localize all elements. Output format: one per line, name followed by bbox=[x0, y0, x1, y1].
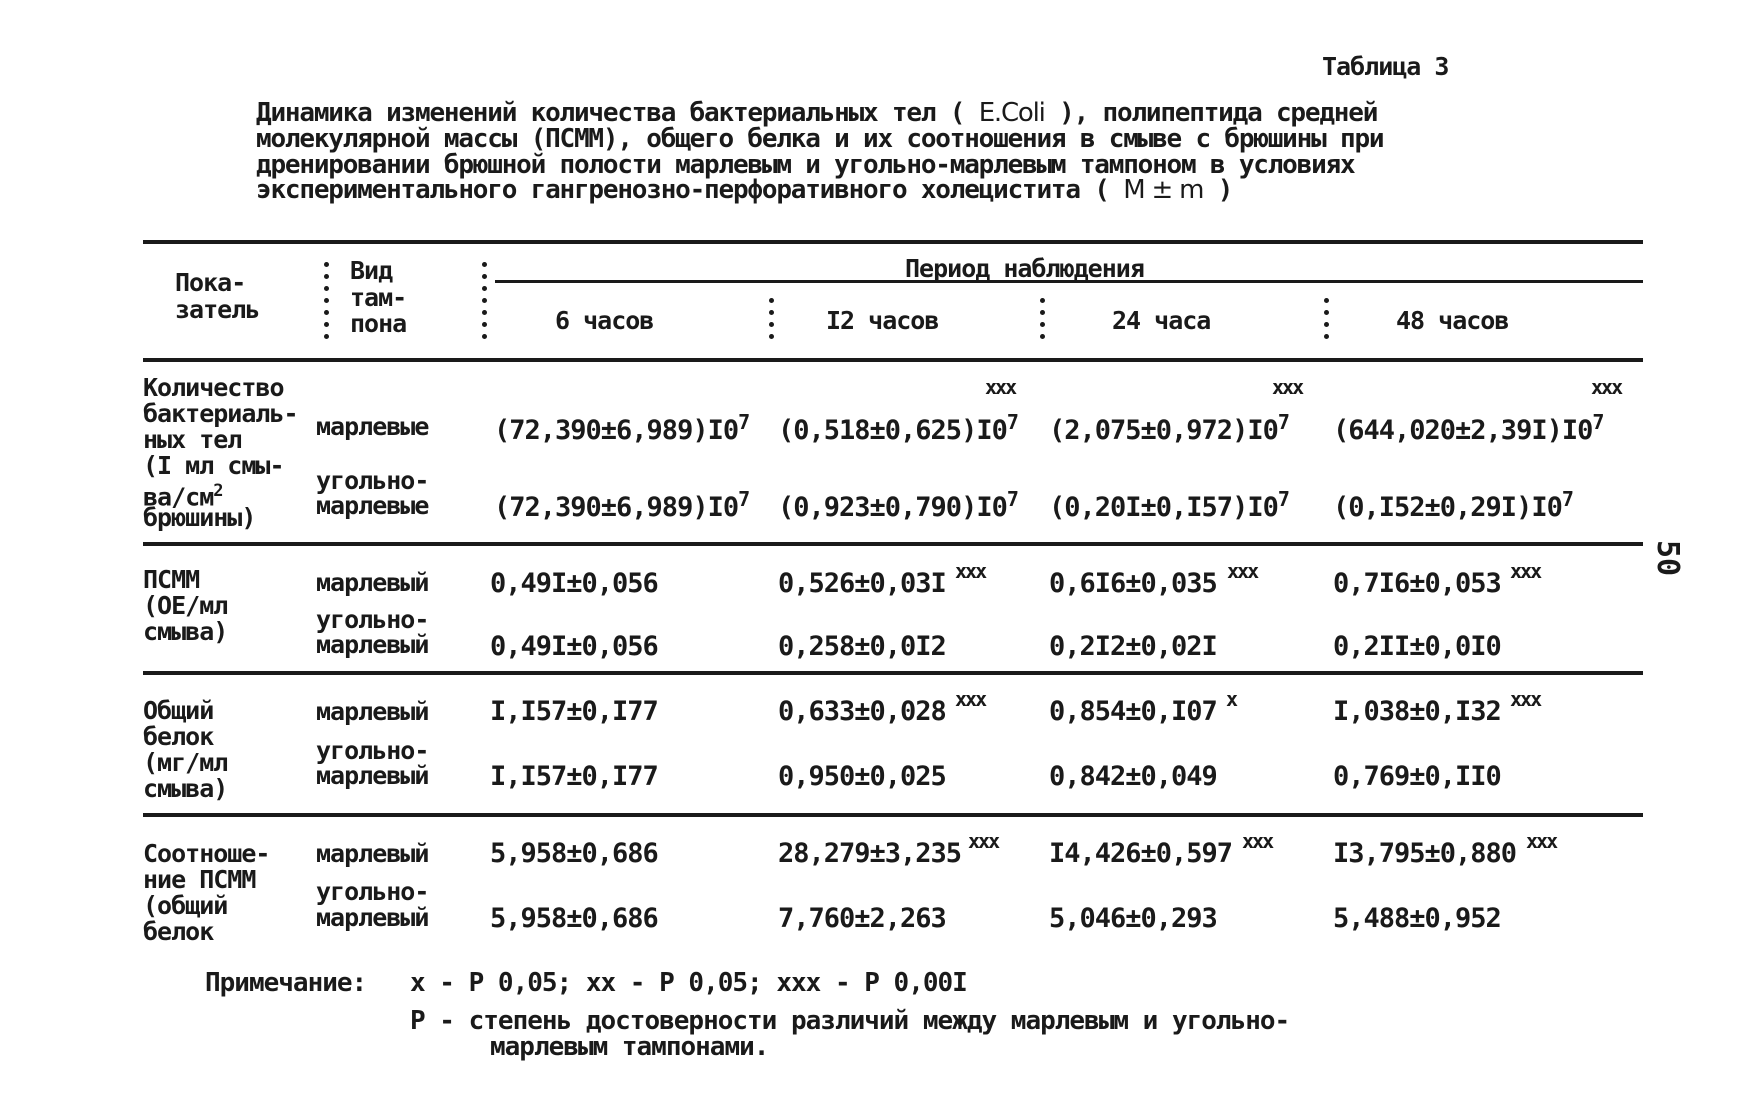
row-indicator-line: Количество bbox=[143, 373, 284, 402]
row-indicator-line: смыва) bbox=[143, 617, 228, 646]
cell-value: (72,390±6,989)I0 bbox=[494, 415, 739, 446]
tampon-label-gauze: марлевый bbox=[316, 839, 429, 868]
exponent: 7 bbox=[1006, 487, 1018, 511]
tampon-label-coal: угольно- bbox=[316, 877, 429, 906]
table-top-rule bbox=[143, 240, 1643, 244]
header-sep-1 bbox=[324, 262, 330, 346]
row-indicator-text: ва/см bbox=[143, 482, 214, 512]
table-cell: 5,488±0,952 bbox=[1333, 903, 1501, 934]
table-cell bbox=[494, 410, 749, 446]
table-cell: 5,958±0,686 bbox=[490, 903, 658, 934]
header-period-6h: 6 часов bbox=[555, 306, 654, 335]
table-cell: 0,49I±0,056 bbox=[490, 568, 658, 599]
header-period-48h: 48 часов bbox=[1396, 306, 1509, 335]
table-cell bbox=[778, 410, 1018, 446]
header-bottom-rule bbox=[143, 358, 1643, 362]
table-cell bbox=[494, 487, 749, 523]
table-cell: 0,854±0,I07 bbox=[1049, 696, 1217, 727]
table-cell: I,I57±0,I77 bbox=[490, 696, 658, 727]
significance-mark: xxx bbox=[1272, 375, 1303, 399]
exponent: 7 bbox=[1561, 487, 1573, 511]
cell-value: (0,518±0,625)I0 bbox=[778, 415, 1007, 446]
tampon-label-coal: марлевый bbox=[316, 630, 429, 659]
table-cell: 0,6I6±0,035 bbox=[1049, 568, 1217, 599]
significance-mark: xxx bbox=[1510, 559, 1541, 583]
row-indicator-line: (I мл смы- bbox=[143, 451, 284, 480]
title-line-3: дренировании брюшной полости марлевым и угольно-марлевым тампоном в условиях bbox=[256, 150, 1355, 180]
title-line-1a: Динамика изменений количества бактериальных тел ( bbox=[256, 98, 965, 128]
row-indicator-line: (мг/мл bbox=[143, 748, 228, 777]
row-indicator-line: бактериаль- bbox=[143, 399, 298, 428]
tampon-label-coal: угольно- bbox=[316, 736, 429, 765]
header-sep-5 bbox=[1324, 298, 1330, 346]
table-cell: 7,760±2,263 bbox=[778, 903, 946, 934]
note-line-1: x - P 0,05; xx - P 0,05; xxx - P 0,00I bbox=[410, 968, 967, 998]
tampon-label-coal: марлевые bbox=[316, 491, 429, 520]
header-indicator-1: Пока- bbox=[175, 268, 246, 297]
table-cell: I3,795±0,880 bbox=[1333, 838, 1517, 869]
table-cell: 5,958±0,686 bbox=[490, 838, 658, 869]
cell-value: (2,075±0,972)I0 bbox=[1049, 415, 1278, 446]
cell-value: (0,923±0,790)I0 bbox=[778, 492, 1007, 523]
row-indicator-line: смыва) bbox=[143, 774, 228, 803]
table-cell: 0,7I6±0,053 bbox=[1333, 568, 1501, 599]
table-cell: 0,769±0,II0 bbox=[1333, 761, 1501, 792]
significance-mark: xxx bbox=[985, 375, 1016, 399]
header-period-12h: I2 часов bbox=[826, 306, 939, 335]
title-line-4b: ) bbox=[1217, 175, 1233, 205]
unit-superscript: 2 bbox=[213, 481, 223, 501]
row-rule-2 bbox=[143, 671, 1643, 675]
row-indicator-line: Соотноше- bbox=[143, 839, 270, 868]
header-tampon-3: пона bbox=[350, 309, 407, 338]
significance-mark: xxx bbox=[1227, 559, 1258, 583]
title-line-2: молекулярной массы (ПСММ), общего белка и их соотношения в смыве с брюшины при bbox=[256, 124, 1384, 154]
table-cell: 0,633±0,028 bbox=[778, 696, 946, 727]
significance-mark: xxx bbox=[968, 829, 999, 853]
row-indicator-line: ние ПСММ bbox=[143, 865, 256, 894]
row-rule-3 bbox=[143, 813, 1643, 817]
significance-mark: xxx bbox=[1242, 829, 1273, 853]
row-indicator-line: (ОЕ/мл bbox=[143, 591, 228, 620]
cell-value: (0,I52±0,29I)I0 bbox=[1333, 492, 1562, 523]
exponent: 7 bbox=[738, 487, 750, 511]
note-line-2: P - степень достоверности различий между марлевым и угольно- bbox=[410, 1006, 1290, 1036]
tampon-label-gauze: марлевый bbox=[316, 568, 429, 597]
header-indicator-2: затель bbox=[175, 295, 260, 324]
tampon-label-gauze: марлевый bbox=[316, 697, 429, 726]
header-tampon-2: там- bbox=[350, 283, 407, 312]
stat-notation: M ± m bbox=[1123, 175, 1204, 205]
cell-value: (72,390±6,989)I0 bbox=[494, 492, 739, 523]
row-indicator-line: белок bbox=[143, 722, 214, 751]
title-line-4 bbox=[256, 175, 1232, 205]
note-line-3: марлевым тампонами. bbox=[490, 1032, 769, 1062]
row-indicator-line: ПСММ bbox=[143, 565, 200, 594]
header-sep-2 bbox=[482, 262, 488, 346]
table-cell: 0,950±0,025 bbox=[778, 761, 946, 792]
table-cell bbox=[1333, 487, 1573, 523]
row-indicator-line: (общий bbox=[143, 891, 228, 920]
title-line-4a: экспериментального гангренозно-перфоративного холецистита ( bbox=[256, 175, 1109, 205]
header-sep-3 bbox=[769, 298, 775, 346]
exponent: 7 bbox=[738, 410, 750, 434]
row-indicator-line: брюшины) bbox=[143, 503, 256, 532]
significance-mark: xxx bbox=[955, 559, 986, 583]
significance-mark: xxx bbox=[1591, 375, 1622, 399]
significance-mark: xxx bbox=[955, 687, 986, 711]
note-label: Примечание: bbox=[205, 968, 367, 998]
page-number: 50 bbox=[1650, 540, 1685, 577]
row-indicator-line: ных тел bbox=[143, 425, 242, 454]
table-label: Таблица 3 bbox=[1322, 52, 1449, 81]
exponent: 7 bbox=[1277, 410, 1289, 434]
header-period-24h: 24 часа bbox=[1112, 306, 1211, 335]
significance-mark: xxx bbox=[1526, 829, 1557, 853]
significance-mark: xxx bbox=[1510, 687, 1541, 711]
tampon-label-coal: марлевый bbox=[316, 761, 429, 790]
tampon-label-coal: угольно- bbox=[316, 605, 429, 634]
tampon-label-gauze: марлевые bbox=[316, 412, 429, 441]
exponent: 7 bbox=[1006, 410, 1018, 434]
table-cell bbox=[1333, 410, 1603, 446]
tampon-label-coal: угольно- bbox=[316, 466, 429, 495]
table-cell: 28,279±3,235 bbox=[778, 838, 962, 869]
title-line-1b: ), полипептида средней bbox=[1059, 98, 1378, 128]
exponent: 7 bbox=[1277, 487, 1289, 511]
exponent: 7 bbox=[1592, 410, 1604, 434]
table-cell: 0,2I2±0,02I bbox=[1049, 631, 1217, 662]
header-tampon-1: Вид bbox=[350, 256, 393, 285]
table-cell bbox=[1049, 410, 1289, 446]
row-rule-1 bbox=[143, 542, 1643, 546]
table-cell bbox=[778, 487, 1018, 523]
table-cell: 0,258±0,0I2 bbox=[778, 631, 946, 662]
tampon-label-coal: марлевый bbox=[316, 903, 429, 932]
header-period: Период наблюдения bbox=[905, 254, 1144, 283]
table-cell: 0,2II±0,0I0 bbox=[1333, 631, 1501, 662]
table-cell: 0,526±0,03I bbox=[778, 568, 946, 599]
row-indicator-line: Общий bbox=[143, 696, 214, 725]
table-cell: I4,426±0,597 bbox=[1049, 838, 1233, 869]
table-cell: I,038±0,I32 bbox=[1333, 696, 1501, 727]
table-cell bbox=[1049, 487, 1289, 523]
table-cell: I,I57±0,I77 bbox=[490, 761, 658, 792]
organism-name: E.Coli bbox=[978, 98, 1045, 128]
cell-value: (644,020±2,39I)I0 bbox=[1333, 415, 1593, 446]
cell-value: (0,20I±0,I57)I0 bbox=[1049, 492, 1278, 523]
table-cell: 5,046±0,293 bbox=[1049, 903, 1217, 934]
table-cell: 0,842±0,049 bbox=[1049, 761, 1217, 792]
header-sep-4 bbox=[1040, 298, 1046, 346]
row-indicator-line: белок bbox=[143, 917, 214, 946]
table-cell: 0,49I±0,056 bbox=[490, 631, 658, 662]
significance-mark: x bbox=[1226, 687, 1237, 711]
